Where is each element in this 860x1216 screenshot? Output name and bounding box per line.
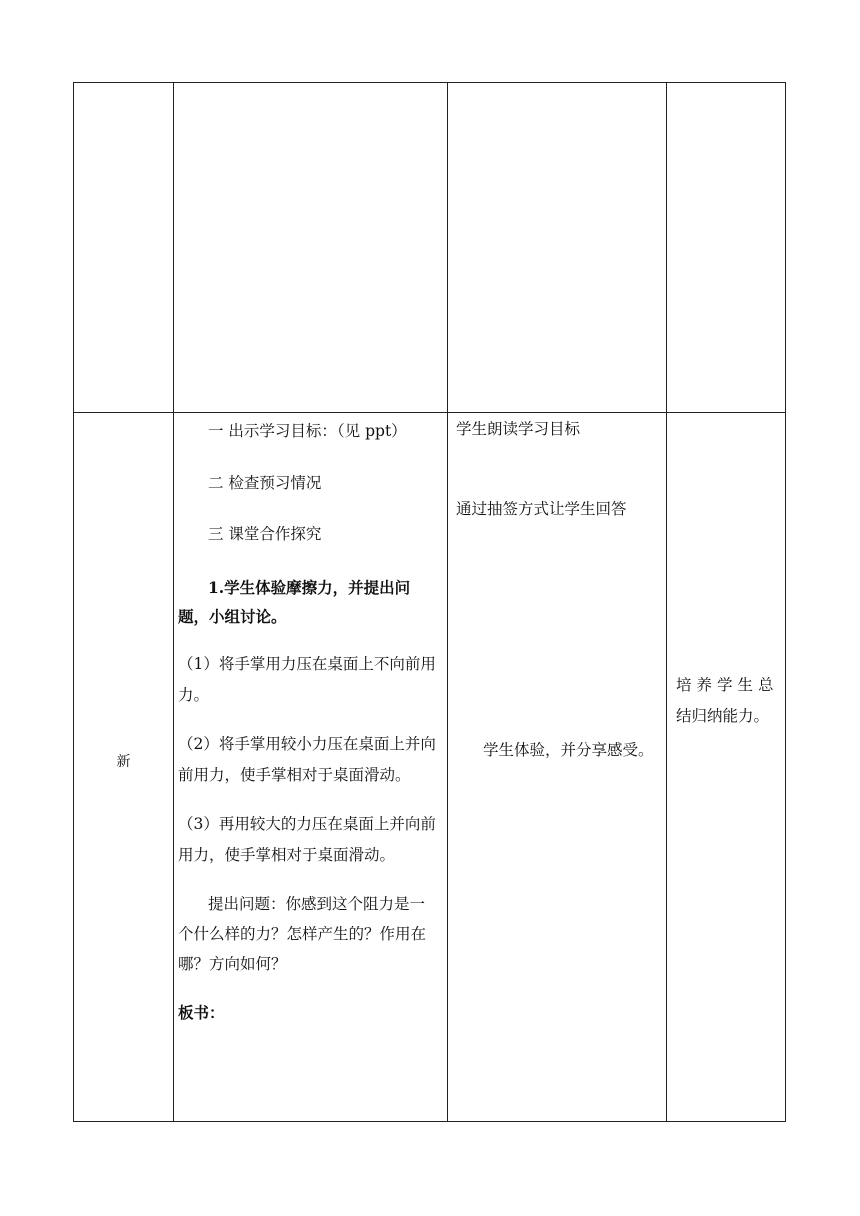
table-row <box>74 413 786 1122</box>
table-cell <box>448 83 667 413</box>
table-cell <box>74 83 174 413</box>
table-cell <box>667 83 786 413</box>
design-intent-cell <box>667 413 786 1122</box>
substep-3: （3）再用较大的力压在桌面上并向前用力，使手掌相对于桌面滑动。 <box>178 815 436 864</box>
activity-experience: 学生体验，并分享感受。 <box>483 741 654 759</box>
stage-label-cell <box>74 413 174 1122</box>
step-show-goals: 一 出示学习目标：（见 ppt） <box>208 422 407 440</box>
substep-1: （1）将手掌用力压在桌面上不向前用力。 <box>178 655 436 704</box>
table-row <box>74 83 786 413</box>
step-question: 提出问题：你感到这个阻力是一个什么样的力？怎样产生的？作用在哪？方向如何？ <box>178 895 427 973</box>
activity-answer: 通过抽签方式让学生回答 <box>456 500 627 518</box>
activity-read-goals: 学生朗读学习目标 <box>456 420 581 438</box>
step-check-preview: 二 检查预习情况 <box>208 474 322 492</box>
table-cell <box>174 83 448 413</box>
stage-label: 新 <box>116 753 131 770</box>
teacher-steps-cell <box>174 413 448 1122</box>
design-intent-line2: 结归纳能力。 <box>676 707 770 725</box>
design-intent-line1: 培养学生总 <box>676 676 779 694</box>
lesson-plan-table <box>73 82 786 1122</box>
step-board: 板书： <box>178 1003 225 1022</box>
step-cooperative-inquiry: 三 课堂合作探究 <box>208 525 322 543</box>
substep-2: （2）将手掌用较小力压在桌面上并向前用力，使手掌相对于桌面滑动。 <box>178 735 436 784</box>
step-experience-friction: 1.学生体验摩擦力，并提出问题，小组讨论。 <box>178 578 411 626</box>
student-activities-cell <box>448 413 667 1122</box>
